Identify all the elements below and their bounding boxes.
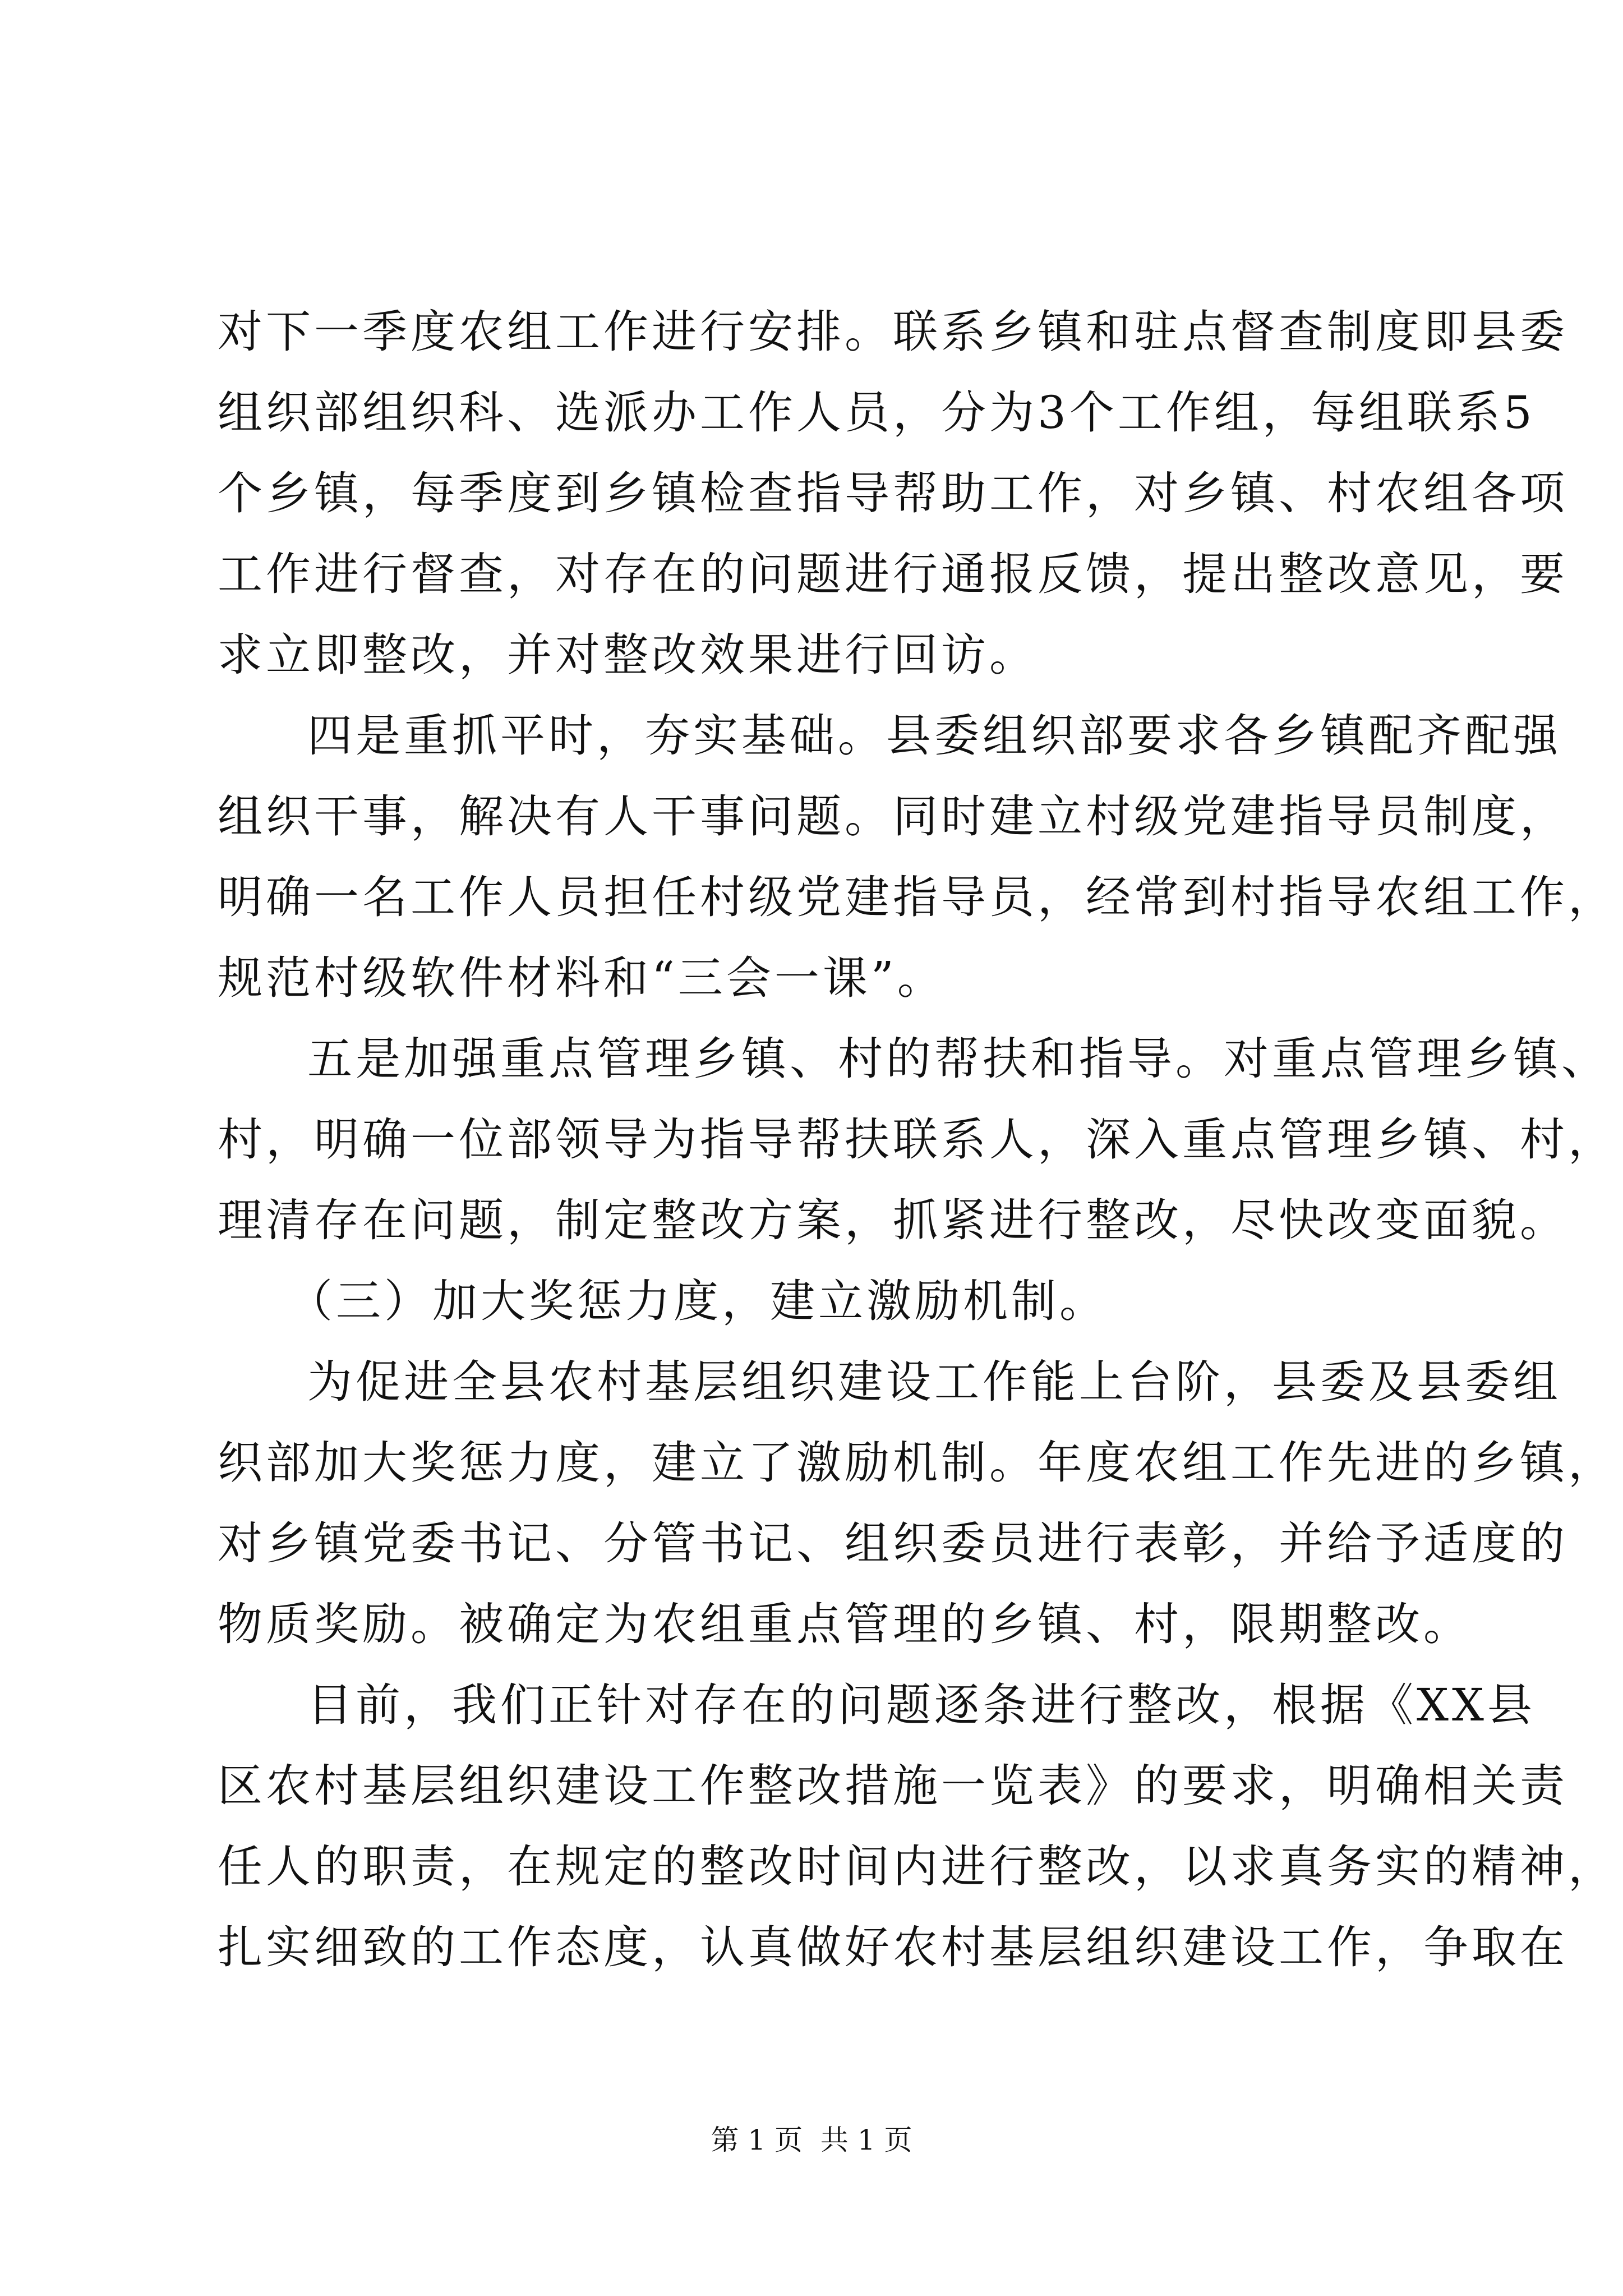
- text-line: 组织干事，解决有人干事问题。同时建立村级党建指导员制度，: [218, 790, 1568, 843]
- paragraph-continuation: [218, 292, 1568, 696]
- paragraph-point-four: [218, 696, 1616, 1019]
- text-line: 求立即整改，并对整改效果进行回访。: [218, 629, 1038, 681]
- text-line: 五是加强重点管理乡镇、村的帮扶和指导。对重点管理乡镇、: [307, 1033, 1610, 1085]
- text-line: 工作进行督查，对存在的问题进行通报反馈，提出整改意见，要: [218, 548, 1568, 600]
- paragraph-point-five: [218, 1019, 1616, 1261]
- paragraph-incentive: [218, 1342, 1616, 1665]
- document-body: [218, 292, 1616, 1988]
- text-line: 个乡镇，每季度到乡镇检查指导帮助工作，对乡镇、村农组各项: [218, 467, 1568, 519]
- text-line: 织部加大奖惩力度，建立了激励机制。年度农组工作先进的乡镇，: [218, 1437, 1616, 1489]
- heading-line: （三）加大奖惩力度，建立激励机制。: [288, 1275, 1108, 1327]
- section-heading: [218, 1261, 1412, 1342]
- text-line: 区农村基层组织建设工作整改措施一览表》的要求，明确相关责: [218, 1760, 1568, 1812]
- text-line: 对乡镇党委书记、分管书记、组织委员进行表彰，并给予适度的: [218, 1517, 1568, 1570]
- text-line: 理清存在问题，制定整改方案，抓紧进行整改，尽快改变面貌。: [218, 1194, 1568, 1246]
- text-line: 为促进全县农村基层组织建设工作能上台阶，县委及县委组: [307, 1356, 1561, 1408]
- text-line: 目前，我们正针对存在的问题逐条进行整改，根据《XX县: [307, 1679, 1536, 1731]
- text-line: 组织部组织科、选派办工作人员，分为3个工作组，每组联系5: [218, 386, 1536, 439]
- text-line: 四是重抓平时，夯实基础。县委组织部要求各乡镇配齐配强: [307, 710, 1561, 762]
- text-line: 任人的职责，在规定的整改时间内进行整改，以求真务实的精神，: [218, 1841, 1616, 1893]
- text-line: 村，明确一位部领导为指导帮扶联系人，深入重点管理乡镇、村，: [218, 1114, 1616, 1166]
- page-number-footer: 第 1 页 共 1 页: [711, 2124, 912, 2156]
- text-line: 明确一名工作人员担任村级党建指导员，经常到村指导农组工作，: [218, 871, 1616, 923]
- text-line: 规范村级软件材料和“三会一课”。: [218, 952, 946, 1004]
- text-line: 扎实细致的工作态度，认真做好农村基层组织建设工作，争取在: [218, 1921, 1568, 1973]
- text-line: 物质奖励。被确定为农组重点管理的乡镇、村，限期整改。: [218, 1598, 1472, 1650]
- paragraph-current-work: [218, 1665, 1616, 1988]
- text-line: 对下一季度农组工作进行安排。联系乡镇和驻点督查制度即县委: [218, 306, 1568, 358]
